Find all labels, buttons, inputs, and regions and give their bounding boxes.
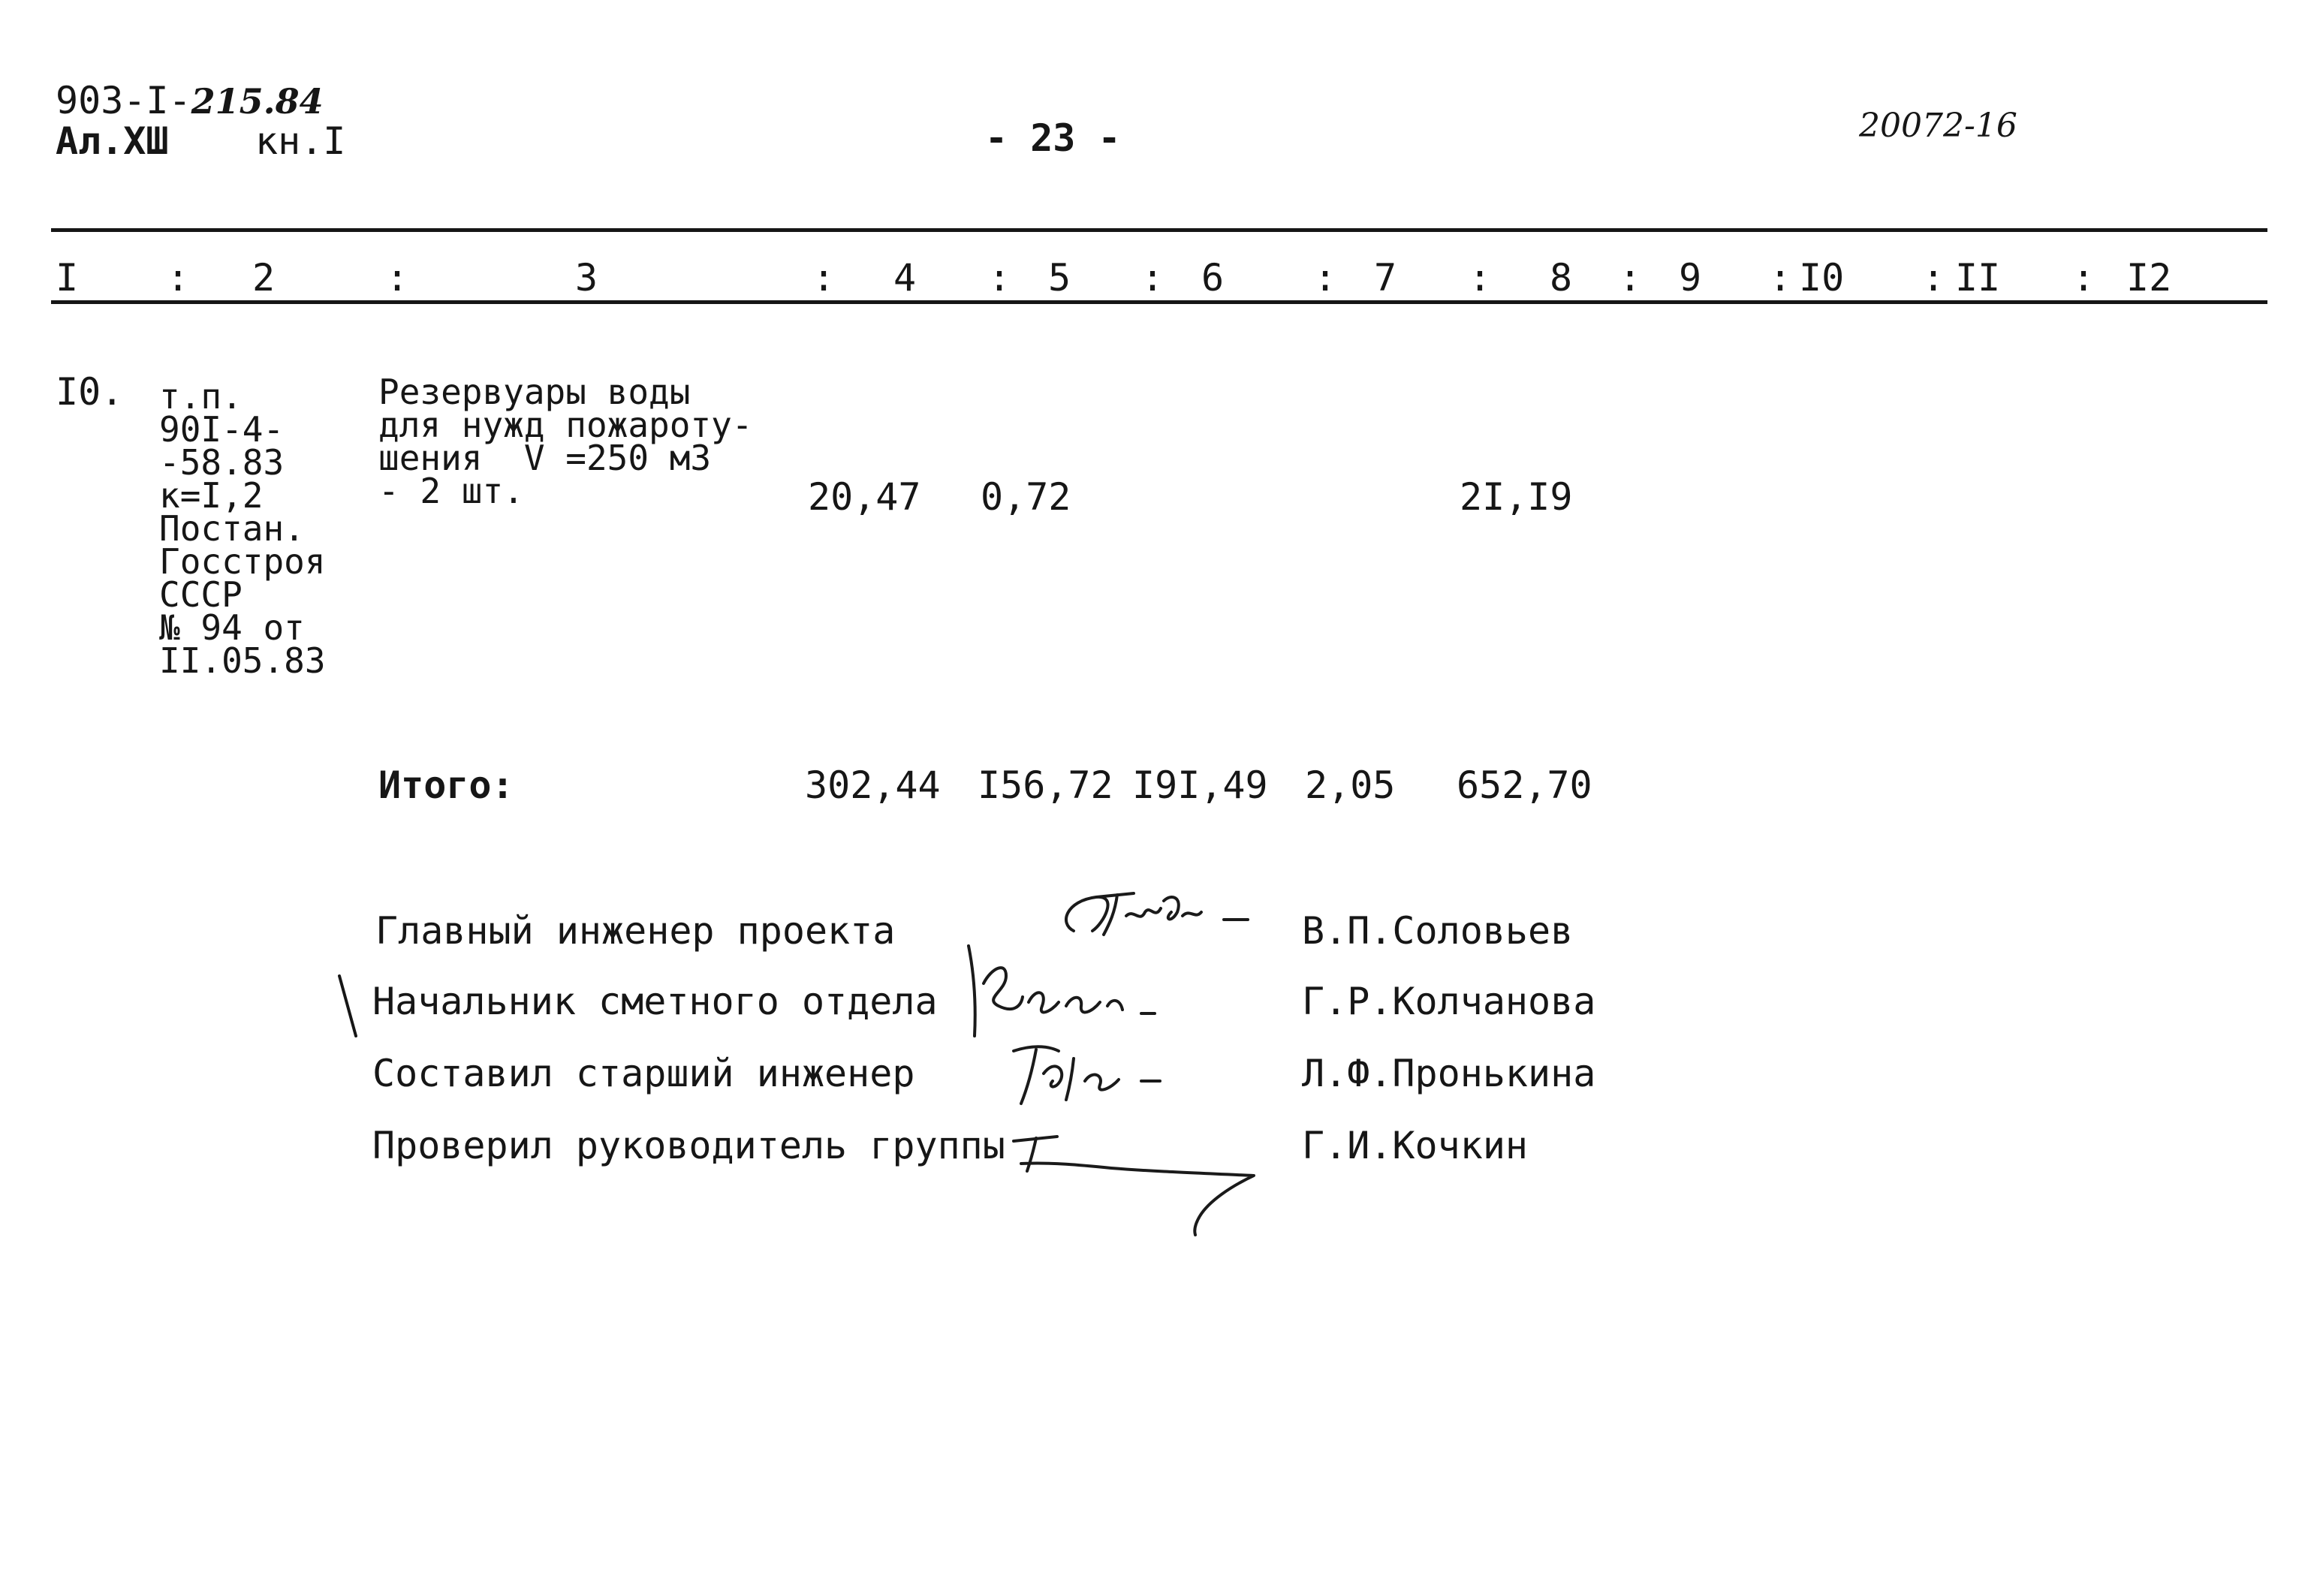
total-col4: 302,44 <box>805 763 941 807</box>
stamp-number: 20072-16 <box>1859 107 2017 145</box>
page-number: - 23 - <box>985 116 1121 160</box>
album-label: Ал.XШ <box>56 119 169 163</box>
basis-line: -58.83 <box>159 442 285 483</box>
basis-line: СССР <box>159 574 243 615</box>
signature-name-estimate-head: Г.Р.Колчанова <box>1302 980 1596 1023</box>
basis-line: 90I-4- <box>159 409 285 450</box>
col-header-4: 4 <box>893 256 917 300</box>
name-line: для нужд пожароту- <box>378 405 753 445</box>
col-header-7: 7 <box>1374 256 1397 300</box>
total-col8: 652,70 <box>1457 763 1592 807</box>
col-sep-2: : <box>167 256 190 300</box>
signature-role-estimate-head: Начальник сметного отдела <box>372 980 938 1023</box>
col-sep-8: : <box>1469 256 1492 300</box>
row-basis <box>159 376 326 681</box>
col-header-11: II <box>1955 256 2001 300</box>
col-header-12: I2 <box>2126 256 2172 300</box>
document-code <box>56 81 324 121</box>
table-top-rule <box>51 228 2267 232</box>
signature-role-group-leader: Проверил руководитель группы <box>372 1124 1005 1167</box>
row-col8-value: 2I,I9 <box>1460 475 1573 519</box>
basis-line: к=I,2 <box>159 475 264 516</box>
handwritten-signature-3 <box>991 1028 1186 1119</box>
signature-name-group-leader: Г.И.Кочкин <box>1302 1124 1529 1167</box>
handwritten-signature-4 <box>1006 1119 1276 1239</box>
basis-line: II.05.83 <box>159 640 326 681</box>
row-col4-value: 20,47 <box>808 475 921 519</box>
basis-line: Постан. <box>159 508 305 549</box>
basis-line: Госстроя <box>159 541 326 582</box>
col-header-3: 3 <box>575 256 598 300</box>
col-header-8: 8 <box>1550 256 1573 300</box>
name-line: - 2 шт. <box>378 471 524 511</box>
col-header-9: 9 <box>1679 256 1702 300</box>
row-col5-value: 0,72 <box>981 475 1071 519</box>
col-header-1: I <box>56 256 79 300</box>
total-col6: I9I,49 <box>1132 763 1268 807</box>
signature-name-chief-engineer: В.П.Соловьев <box>1302 909 1574 953</box>
col-sep-6: : <box>1141 256 1165 300</box>
table-header-bottom-rule <box>51 300 2267 304</box>
total-label: Итого: <box>378 763 514 807</box>
row-number: I0. <box>56 370 124 414</box>
total-col5: I56,72 <box>978 763 1113 807</box>
signature-name-senior-engineer: Л.Ф.Пронькина <box>1302 1052 1596 1095</box>
document-code-handwritten: 215.84 <box>191 81 324 122</box>
total-col7: 2,05 <box>1305 763 1396 807</box>
signature-role-chief-engineer: Главный инженер проекта <box>375 909 896 953</box>
col-sep-5: : <box>988 256 1011 300</box>
basis-line: № 94 от <box>159 607 305 648</box>
col-header-6: 6 <box>1201 256 1225 300</box>
name-line: Резервуары воды <box>378 372 691 412</box>
book-label: кн.I <box>255 119 346 163</box>
signature-role-senior-engineer: Составил старший инженер <box>372 1052 915 1095</box>
col-sep-7: : <box>1314 256 1337 300</box>
col-sep-10: : <box>1769 256 1792 300</box>
row-name <box>378 372 753 511</box>
name-line: шения V =250 м3 <box>378 438 712 478</box>
document-code-printed: 903-I- <box>56 79 191 122</box>
col-header-5: 5 <box>1048 256 1071 300</box>
col-sep-3: : <box>386 256 409 300</box>
col-sep-4: : <box>812 256 836 300</box>
col-header-2: 2 <box>252 256 276 300</box>
margin-tick-mark <box>335 973 365 1040</box>
col-sep-12: : <box>2072 256 2096 300</box>
col-sep-9: : <box>1619 256 1642 300</box>
basis-line: т.п. <box>159 376 243 417</box>
col-sep-11: : <box>1922 256 1945 300</box>
col-header-10: I0 <box>1799 256 1845 300</box>
